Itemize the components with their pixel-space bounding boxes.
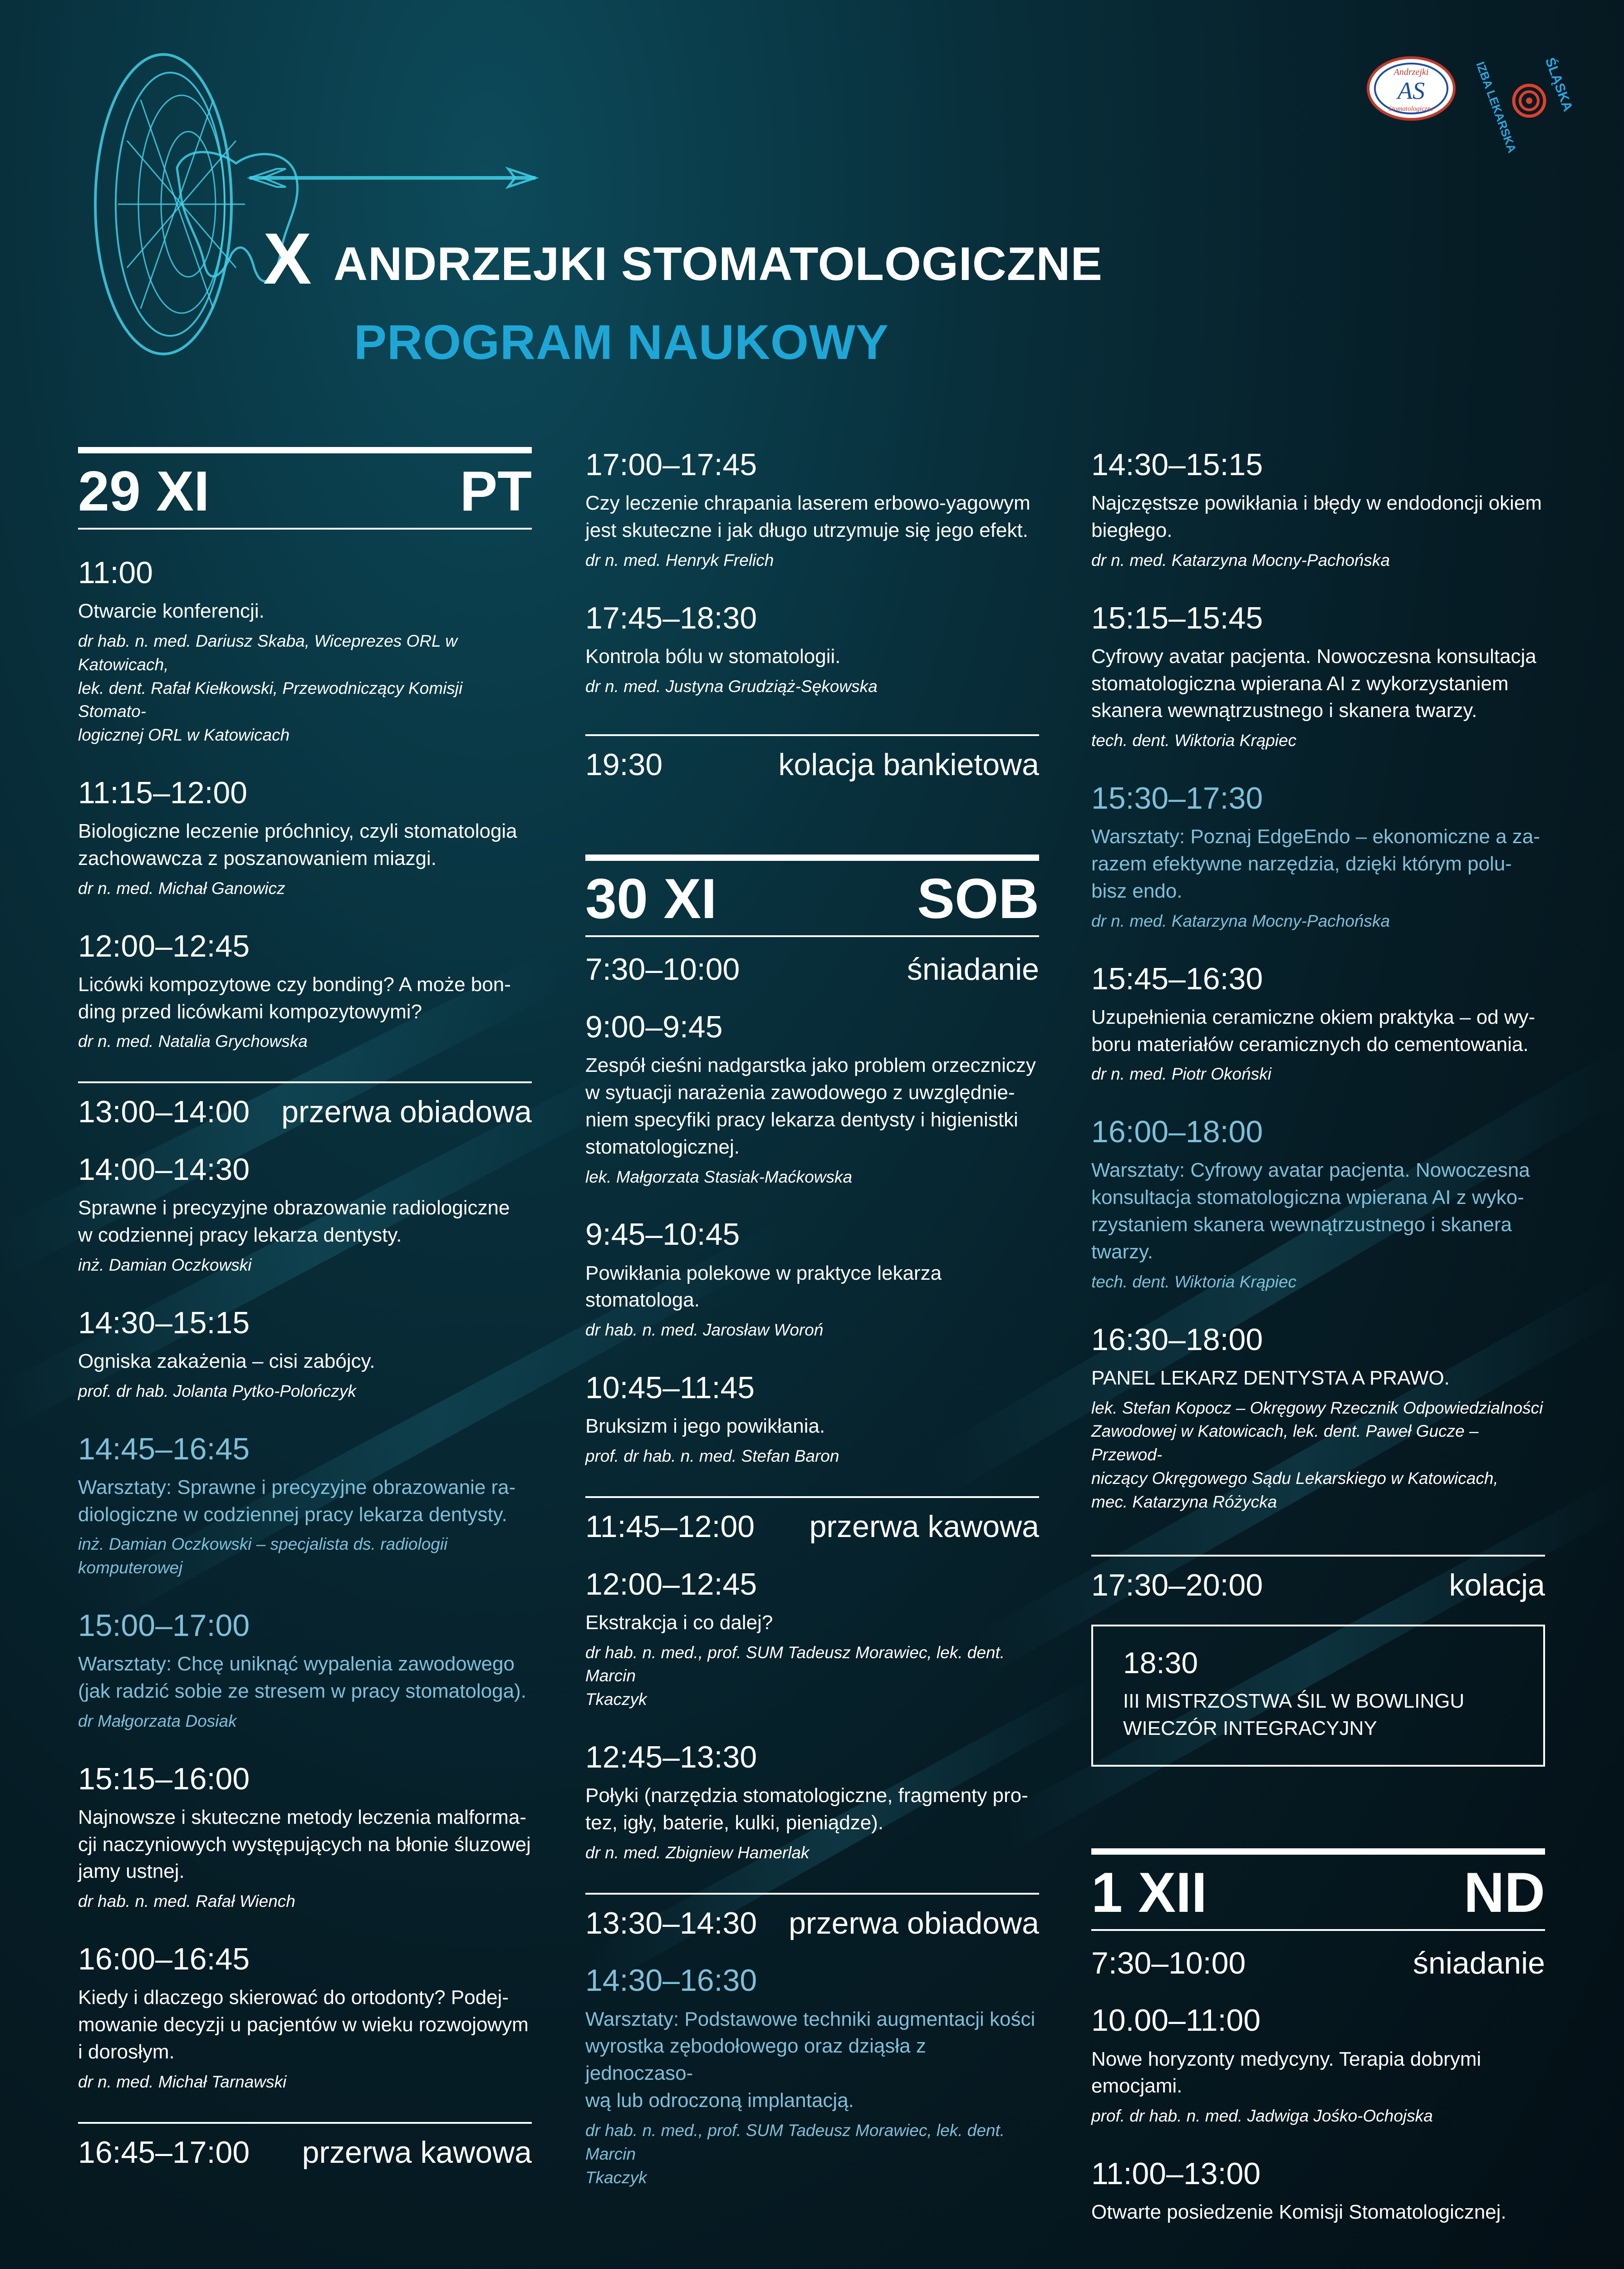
- program-item: [1091, 2156, 1545, 2226]
- item-title: PANEL LEKARZ DENTYSTA A PRAWO.: [1091, 1366, 1450, 1389]
- program-item: [78, 775, 532, 900]
- break-time: 13:00–14:00: [78, 1095, 250, 1130]
- break-label: przerwa obiadowa: [789, 1906, 1039, 1940]
- item-title: Warsztaty: Poznaj EdgeEndo – ekonomiczne a za- razem efektywne narzędzia, dzięki którym polu- bisz endo.: [1091, 825, 1540, 902]
- item-title: Powikłania polekowe w praktyce lekarza stomatologa.: [585, 1262, 942, 1311]
- break-label: kolacja: [1449, 1567, 1545, 1602]
- item-speaker: dr n. med. Katarzyna Mocny-Pachońska: [1091, 550, 1390, 570]
- item-time: 9:00–9:45: [585, 1010, 723, 1045]
- break-time: 7:30–10:00: [585, 952, 740, 987]
- item-speaker: prof. dr hab. n. med. Jadwiga Jośko-Ochojska: [1091, 2107, 1433, 2126]
- program-item: [78, 555, 532, 747]
- workshop-item: [1091, 781, 1545, 933]
- item-time: 12:00–12:45: [78, 928, 250, 963]
- day-header: [78, 447, 532, 530]
- program-item: [1091, 1322, 1545, 1514]
- item-title: Ekstrakcja i co dalej?: [585, 1611, 773, 1634]
- item-time: 11:15–12:00: [78, 776, 248, 810]
- sil-logo-line2: IZBA LEKARSKA: [1473, 59, 1519, 155]
- day-date: 30 XI: [585, 868, 717, 931]
- item-time: 11:00: [78, 555, 153, 590]
- item-speaker: tech. dent. Wiktoria Krąpiec: [1091, 1272, 1297, 1291]
- item-title: Nowe horyzonty medycyny. Terapia dobrymi emocjami.: [1091, 2048, 1482, 2097]
- program-item: [1091, 600, 1545, 752]
- slaska-izba-lekarska-logo: [1473, 50, 1575, 155]
- item-speaker: dr n. med. Zbigniew Hamerlak: [585, 1843, 810, 1862]
- item-time: 10:45–11:45: [585, 1370, 755, 1405]
- item-speaker: lek. Małgorzata Stasiak-Maćkowska: [585, 1167, 853, 1186]
- andrzejki-logo-initials: AS: [1398, 77, 1425, 104]
- item-speaker: inż. Damian Oczkowski: [78, 1255, 252, 1274]
- item-speaker: dr n. med. Katarzyna Mocny-Pachońska: [1091, 911, 1390, 930]
- item-time: 14:30–16:30: [585, 1963, 757, 1998]
- item-time: 17:45–18:30: [585, 600, 757, 635]
- item-speaker: dr Małgorzata Dosiak: [78, 1711, 237, 1730]
- break-row: [585, 734, 1039, 782]
- item-title: Kontrola bólu w stomatologii.: [585, 645, 841, 668]
- item-title: Kiedy i dlaczego skierować do ortodonty? Podej- mowanie decyzji u pacjentów w wieku rozwojowym i dorosłym.: [78, 1986, 529, 2063]
- item-speaker: lek. Stefan Kopocz – Okręgowy Rzecznik Odpowiedzialności Zawodowej w Katowicach, lek. dent. Paweł Gucze – Przewod- niczący Okręgowego Sądu Lekarskiego w Katowicach, mec. Katarzyna Różycka: [1091, 1398, 1543, 1511]
- box-time: 18:30: [1123, 1646, 1198, 1680]
- item-title: Warsztaty: Chcę uniknąć wypalenia zawodowego (jak radzić sobie ze stresem w pracy stomatologa).: [78, 1653, 526, 1702]
- day-weekday: SOB: [917, 868, 1039, 931]
- break-row: [78, 2122, 532, 2170]
- box-line2: WIECZÓR INTEGRACYJNY: [1123, 1717, 1377, 1739]
- item-title: Warsztaty: Sprawne i precyzyjne obrazowanie ra- diologiczne w codziennej pracy lekarza dentysty.: [78, 1476, 516, 1526]
- program-item: [585, 1009, 1039, 1189]
- item-title: Zespół cieśni nadgarstka jako problem orzeczniczy w sytuacji narażenia zawodowego z uwzględnie- niem specyfiki pracy lekarza dentysty i higienistki stomatologicznej.: [585, 1054, 1036, 1158]
- workshop-item: [78, 1608, 532, 1733]
- break-row: [585, 953, 1039, 987]
- sil-logo-line1: ŚLĄSKA: [1542, 55, 1575, 113]
- item-title: Bruksizm i jego powikłania.: [585, 1415, 825, 1438]
- program-item: [585, 1217, 1039, 1342]
- item-time: 9:45–10:45: [585, 1217, 740, 1252]
- item-title: Warsztaty: Cyfrowy avatar pacjenta. Nowoczesna konsultacja stomatologiczna wpierana AI z wyko- rzystaniem skanera wewnątrzustnego i skanera twarzy.: [1091, 1159, 1530, 1263]
- item-time: 16:00–18:00: [1091, 1115, 1263, 1149]
- item-speaker: prof. dr hab. Jolanta Pytko-Polończyk: [78, 1381, 356, 1400]
- program-item: [585, 447, 1039, 572]
- item-title: Najczęstsze powikłania i błędy w endodoncji okiem biegłego.: [1091, 492, 1542, 542]
- item-speaker: tech. dent. Wiktoria Krąpiec: [1091, 731, 1297, 750]
- item-time: 17:00–17:45: [585, 447, 757, 482]
- break-time: 17:30–20:00: [1091, 1567, 1263, 1602]
- box-line1: III MISTRZOSTWA ŚIL W BOWLINGU: [1123, 1689, 1465, 1712]
- item-time: 16:00–16:45: [78, 1942, 250, 1977]
- day-weekday: PT: [460, 460, 532, 523]
- item-speaker: dr n. med. Justyna Grudziąż-Sękowska: [585, 677, 878, 696]
- item-speaker: dr n. med. Michał Ganowicz: [78, 879, 285, 898]
- day-weekday: ND: [1463, 1861, 1545, 1924]
- andrzejki-logo-bottom: Stomatologiczne: [1388, 105, 1434, 113]
- item-time: 16:30–18:00: [1091, 1322, 1263, 1357]
- break-time: 19:30: [585, 747, 663, 782]
- program-item: [78, 928, 532, 1054]
- item-time: 15:30–17:30: [1091, 781, 1263, 816]
- item-speaker: dr hab. n. med. Jarosław Woroń: [585, 1321, 824, 1340]
- item-speaker: dr n. med. Henryk Frelich: [585, 550, 774, 570]
- title-roman-ten: X: [263, 218, 311, 299]
- day-date: 29 XI: [78, 460, 210, 523]
- break-time: 7:30–10:00: [1091, 1945, 1246, 1980]
- program-item: [585, 1567, 1039, 1711]
- item-title: Licówki kompozytowe czy bonding? A może bon- ding przed licówkami kompozytowymi?: [78, 973, 511, 1023]
- break-label: śniadanie: [907, 952, 1039, 987]
- item-title: Najnowsze i skuteczne metody leczenia malforma- cji naczyniowych występujących na błonie śluzowej jamy ustnej.: [78, 1806, 531, 1883]
- break-time: 16:45–17:00: [78, 2135, 250, 2170]
- item-speaker: dr hab. n. med., prof. SUM Tadeusz Morawiec, lek. dent. Marcin Tkaczyk: [585, 1643, 1005, 1709]
- item-title: Połyki (narzędzia stomatologiczne, fragmenty pro- tez, igły, baterie, kulki, pieniądze).: [585, 1784, 1028, 1834]
- break-label: przerwa kawowa: [302, 2135, 532, 2170]
- item-time: 14:00–14:30: [78, 1152, 250, 1187]
- program-item: [585, 1739, 1039, 1865]
- break-label: kolacja bankietowa: [778, 747, 1039, 782]
- item-time: 15:00–17:00: [78, 1608, 250, 1643]
- item-speaker: dr hab. n. med., prof. SUM Tadeusz Morawiec, lek. dent. Marcin Tkaczyk: [585, 2121, 1005, 2187]
- break-time: 13:30–14:30: [585, 1906, 757, 1940]
- item-title: Czy leczenie chrapania laserem erbowo-yagowym jest skuteczne i jak długo utrzymuje się jego efekt.: [585, 492, 1030, 542]
- break-row: [1091, 1946, 1545, 1980]
- page-subtitle: PROGRAM NAUKOWY: [354, 314, 889, 369]
- item-title: Warsztaty: Podstawowe techniki augmentacji kości wyrostka zębodołowego oraz dziąsła z jednoczaso- wą lub odroczoną implantacją.: [585, 2008, 1035, 2112]
- item-speaker: dr n. med. Piotr Okoński: [1091, 1065, 1271, 1084]
- column-saturday-sunday: [1091, 447, 1545, 2254]
- break-time: 11:45–12:00: [585, 1509, 755, 1544]
- item-time: 14:45–16:45: [78, 1431, 250, 1466]
- item-time: 12:45–13:30: [585, 1740, 757, 1774]
- item-speaker: prof. dr hab. n. med. Stefan Baron: [585, 1447, 839, 1465]
- program-item: [1091, 961, 1545, 1086]
- workshop-item: [585, 1963, 1039, 2189]
- program-item: [78, 1152, 532, 1277]
- item-time: 12:00–12:45: [585, 1567, 757, 1601]
- page-title: ANDRZEJKI STOMATOLOGICZNE: [334, 238, 1103, 290]
- item-time: 15:45–16:30: [1091, 961, 1263, 996]
- workshop-item: [78, 1431, 532, 1580]
- item-time: 14:30–15:15: [1091, 447, 1263, 482]
- item-title: Biologiczne leczenie próchnicy, czyli stomatologia zachowawcza z poszanowaniem miazgi.: [78, 820, 517, 870]
- item-speaker: dr n. med. Natalia Grychowska: [78, 1032, 308, 1051]
- day-header: [585, 855, 1039, 937]
- bowling-event-box: [1091, 1625, 1545, 1766]
- day-header: [1091, 1848, 1545, 1931]
- item-speaker: inż. Damian Oczkowski – specjalista ds. radiologii komputerowej: [78, 1535, 448, 1577]
- item-time: 15:15–16:00: [78, 1761, 250, 1796]
- break-row: [78, 1081, 532, 1129]
- item-time: 15:15–15:45: [1091, 600, 1263, 635]
- andrzejki-logo-top: Andrzejki: [1393, 67, 1429, 77]
- program-item: [78, 1761, 532, 1913]
- program-item: [1091, 447, 1545, 572]
- column-friday: [78, 447, 532, 2192]
- break-label: śniadanie: [1413, 1945, 1545, 1980]
- break-row: [585, 1893, 1039, 1940]
- andrzejki-logo: [1366, 54, 1457, 123]
- break-row: [585, 1496, 1039, 1544]
- item-title: Sprawne i precyzyjne obrazowanie radiologiczne w codziennej pracy lekarza dentysty.: [78, 1197, 510, 1247]
- item-title: Ogniska zakażenia – cisi zabójcy.: [78, 1350, 375, 1372]
- item-speaker: dr hab. n. med. Dariusz Skaba, Wiceprezes ORL w Katowicach, lek. dent. Rafał Kiełkowski, Przewodniczący Komisji Stomato- logicznej ORL w Katowicach: [78, 632, 463, 745]
- break-label: przerwa obiadowa: [281, 1095, 532, 1130]
- item-title: Otwarcie konferencji.: [78, 600, 265, 623]
- item-title: Uzupełnienia ceramiczne okiem praktyka – od wy- boru materiałów ceramicznych do cementowania.: [1091, 1006, 1536, 1056]
- item-speaker: dr n. med. Michał Tarnawski: [78, 2072, 287, 2091]
- item-time: 10.00–11:00: [1091, 2003, 1261, 2038]
- item-title: Otwarte posiedzenie Komisji Stomatologicznej.: [1091, 2201, 1506, 2224]
- item-time: 11:00–13:00: [1091, 2156, 1261, 2191]
- column-saturday: [585, 447, 1039, 2217]
- program-item: [78, 1305, 532, 1403]
- program-item: [585, 1370, 1039, 1468]
- break-row: [1091, 1555, 1545, 1602]
- break-label: przerwa kawowa: [809, 1509, 1039, 1544]
- workshop-item: [1091, 1114, 1545, 1293]
- item-speaker: dr hab. n. med. Rafał Wiench: [78, 1892, 295, 1911]
- program-item: [78, 1941, 532, 2093]
- item-title: Cyfrowy avatar pacjenta. Nowoczesna konsultacja stomatologiczna wpierana AI z wykorzystaniem skanera wewnątrzustnego i skanera twarzy.: [1091, 645, 1536, 722]
- program-item: [1091, 2003, 1545, 2128]
- day-date: 1 XII: [1091, 1861, 1207, 1924]
- item-time: 14:30–15:15: [78, 1305, 250, 1340]
- program-item: [585, 600, 1039, 698]
